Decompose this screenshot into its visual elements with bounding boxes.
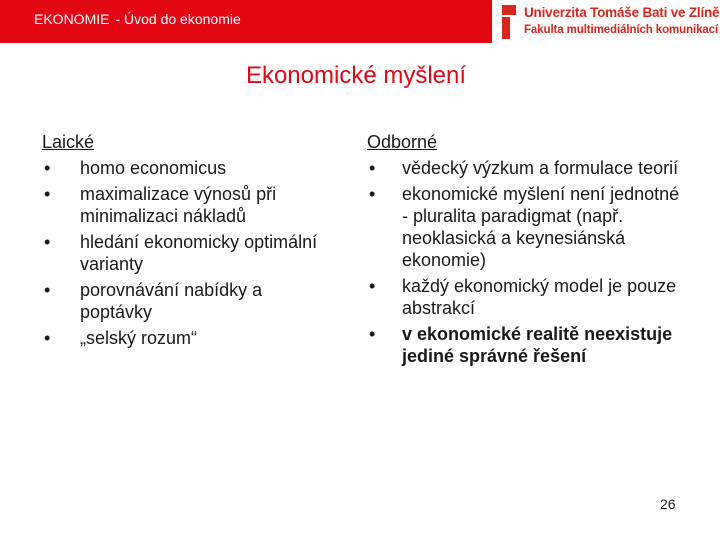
list-item-text: „selský rozum“ [80, 328, 198, 348]
utb-logo-icon [502, 5, 516, 39]
list-item [42, 327, 332, 349]
logo-faculty-name: Fakulta multimediálních komunikací [524, 24, 719, 36]
list-item-text: homo economicus [80, 158, 227, 178]
list-item-text: maximalizace výnosů při minimalizaci nákladů [80, 184, 277, 226]
left-column [42, 131, 332, 353]
slide-title: Ekonomické myšlení [245, 62, 467, 89]
list-item-text: každý ekonomický model je pouze abstrakcí [402, 276, 677, 318]
list-item [42, 183, 332, 227]
bullet-icon: • [369, 158, 376, 178]
list-item-text: ekonomické myšlení není jednotné - pluralita paradigmat (např. neoklasická a keynesiánská ekonomie) [402, 184, 680, 270]
list-item [367, 183, 687, 271]
list-item-text: porovnávání nabídky a poptávky [80, 280, 263, 322]
university-logo [500, 2, 720, 42]
list-item [42, 279, 332, 323]
right-column [367, 131, 687, 371]
right-bullet-list [367, 157, 687, 367]
bullet-icon: • [44, 280, 51, 300]
list-item [367, 323, 687, 367]
list-item [42, 157, 332, 179]
right-column-heading: Odborné [367, 132, 438, 152]
page-number: 26 [660, 496, 676, 512]
slide-header [0, 0, 720, 44]
bullet-icon: • [369, 276, 376, 296]
list-item-text-emphasized: v ekonomické realitě neexistuje jediné správné řešení [402, 324, 673, 366]
bullet-icon: • [44, 158, 51, 178]
bullet-icon: • [44, 232, 51, 252]
bullet-icon: • [369, 324, 376, 344]
header-title [34, 11, 241, 27]
course-name: EKONOMIE [34, 11, 110, 27]
bullet-icon: • [44, 328, 51, 348]
left-column-heading: Laické [42, 132, 95, 152]
bullet-icon: • [369, 184, 376, 204]
course-subtitle: - Úvod do ekonomie [115, 11, 241, 27]
header-bar [0, 0, 492, 43]
list-item [42, 231, 332, 275]
logo-university-name: Univerzita Tomáše Bati ve Zlíně [524, 5, 720, 20]
list-item-text: hledání ekonomicky optimální varianty [80, 232, 318, 274]
bullet-icon: • [44, 184, 51, 204]
list-item [367, 275, 687, 319]
list-item-text: vědecký výzkum a formulace teorií [402, 158, 679, 178]
list-item [367, 157, 687, 179]
left-bullet-list [42, 157, 332, 349]
